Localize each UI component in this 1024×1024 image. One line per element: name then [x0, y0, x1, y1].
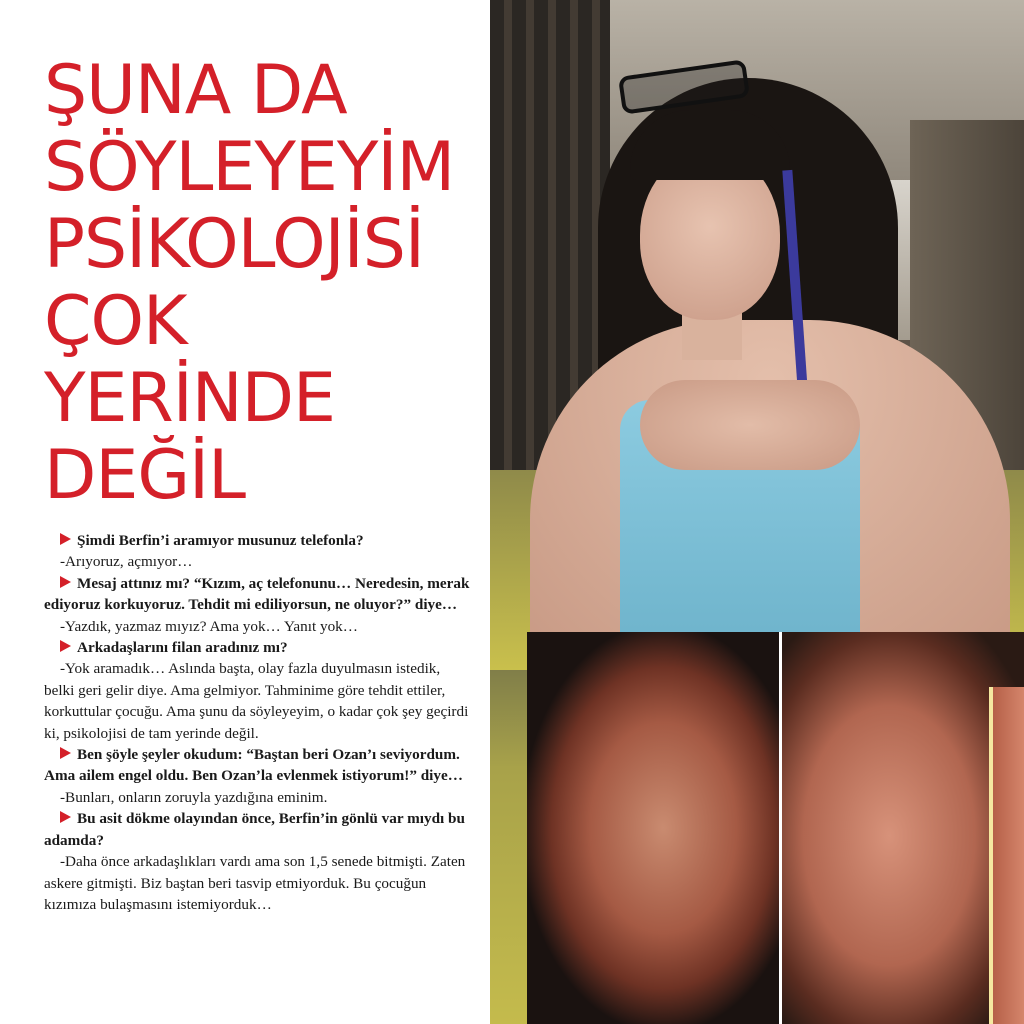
inset-photo-3	[989, 687, 1024, 1024]
question	[44, 744, 474, 787]
photo-heart-hands	[640, 380, 860, 470]
answer: -Bunları, onların zoruyla yazdığına eminim.	[60, 788, 328, 806]
triangle-right-icon	[60, 747, 71, 759]
headline	[44, 52, 484, 514]
inset-photo-1	[527, 632, 789, 1024]
answer: -Daha önce arkadaşlıkları vardı ama son 1,5 senede bitmişti. Zaten askere gitmişti. Biz baştan beri tasvip etmiyorduk. Bu çocuğun kızımıza bulaşmasını istemiyorduk…	[44, 853, 466, 913]
question	[44, 637, 474, 658]
answer: -Yazdık, yazmaz mıyız? Ama yok… Yanıt yok…	[60, 617, 358, 635]
question	[44, 530, 474, 551]
headline-line: ÇOK	[44, 282, 187, 361]
question	[44, 573, 474, 616]
question-text: Ben şöyle şeyler okudum: “Baştan beri Ozan’ı seviyordum. Ama ailem engel oldu. Ben Ozan’la evlenmek istiyorum!” diye…	[44, 746, 463, 785]
inset-photos	[527, 632, 1024, 1024]
headline-line: ŞUNA DA	[44, 51, 347, 130]
answer: -Yok aramadık… Aslında başta, olay fazla duyulmasın istedik, belki geri gelir diye. Ama gelmiyor. Tahminime göre tehdit ettiler, korkuttular çocuğu. Ama şunu da söyleyeyim, o kadar çok şey geçirdi ki, psikolojisi de tam yerinde değil.	[44, 660, 469, 742]
inset-divider	[779, 632, 782, 1024]
question-text: Arkadaşlarını filan aradınız mı?	[77, 639, 288, 657]
headline-line: DEĞİL	[44, 436, 245, 515]
triangle-right-icon	[60, 533, 71, 545]
inset-photo-2	[779, 632, 1024, 1024]
triangle-right-icon	[60, 576, 71, 588]
question-text: Şimdi Berfin’i aramıyor musunuz telefonla?	[77, 532, 364, 549]
interview-body	[44, 530, 474, 915]
headline-line: YERİNDE	[44, 359, 335, 438]
answer: -Arıyoruz, açmıyor…	[60, 553, 193, 571]
headline-line: PSİKOLOJİSİ	[44, 205, 424, 284]
question-text: Mesaj attınız mı? “Kızım, aç telefonunu… Neredesin, merak ediyoruz korkuyoruz. Tehdit mi ediliyorsun, ne oluyor?” diye…	[44, 574, 470, 614]
article-text-column	[0, 0, 490, 1024]
triangle-right-icon	[60, 640, 71, 652]
triangle-right-icon	[60, 811, 71, 823]
headline-line: SÖYLEYEYİM	[44, 128, 455, 207]
question-text: Bu asit dökme olayından önce, Berfin’in gönlü var mıydı bu adamda?	[44, 810, 465, 849]
question	[44, 808, 474, 851]
